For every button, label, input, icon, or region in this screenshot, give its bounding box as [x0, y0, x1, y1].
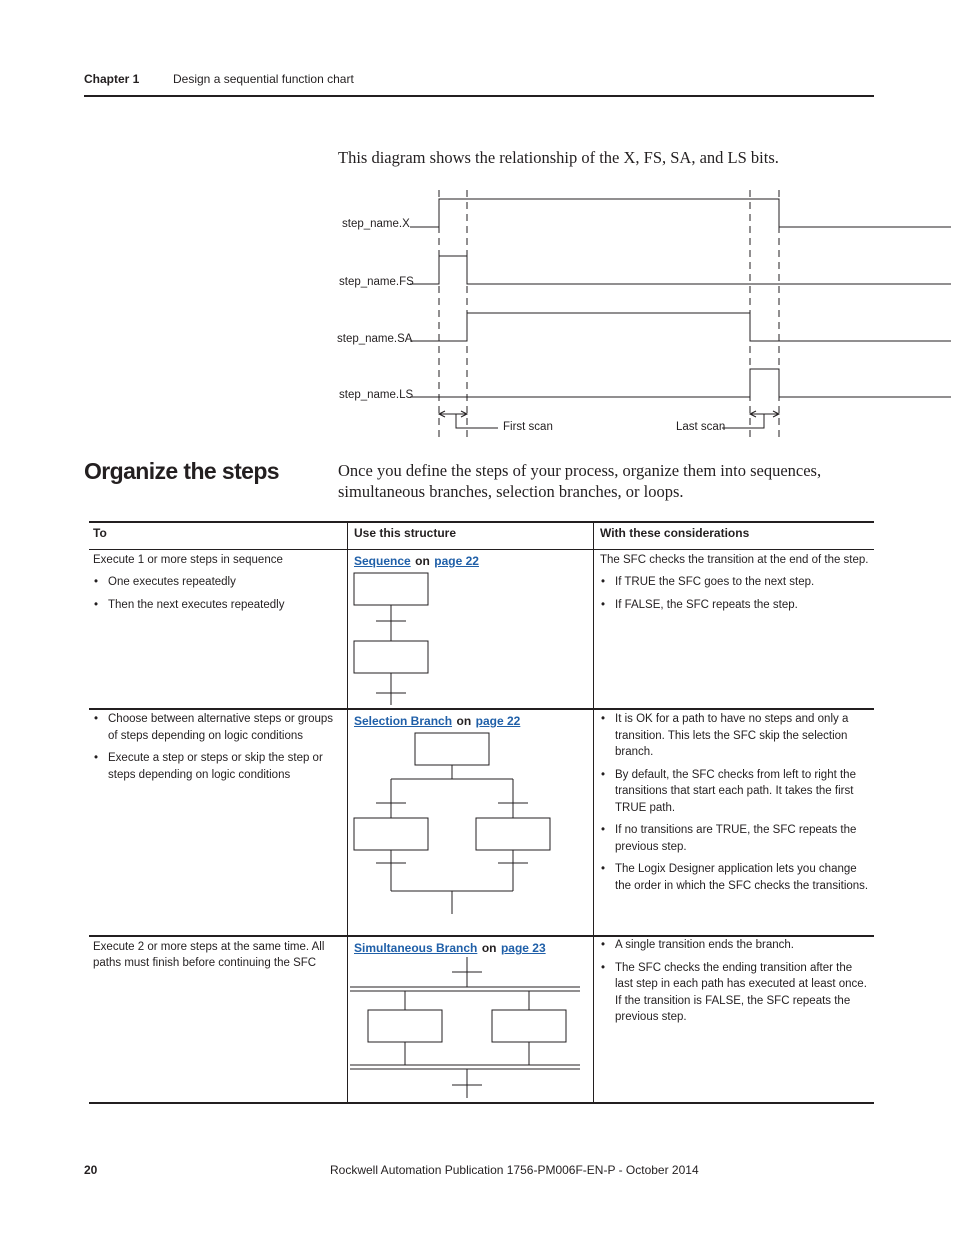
- signal-sa-wave: [410, 313, 951, 341]
- signal-label-x: step_name.X: [342, 218, 410, 230]
- row2-to-bullets: [93, 711, 341, 789]
- header-structure: Use this structure: [354, 526, 457, 540]
- row2-structure-ref: [354, 712, 520, 730]
- signal-label-fs: step_name.FS: [339, 276, 414, 288]
- signal-fs-wave: [410, 256, 951, 284]
- table-header-rule: [89, 549, 874, 550]
- row1-consider-text: The SFC checks the transition at the end of the step.: [600, 554, 869, 566]
- list-item: • It is OK for a path to have no steps and only a transition. This lets the SFC skip the selection branch.: [600, 711, 870, 761]
- publication-footer: Rockwell Automation Publication 1756-PM006F-EN-P - October 2014: [330, 1163, 699, 1177]
- simultaneous-branch-diagram: [348, 953, 592, 1101]
- list-item: • The Logix Designer application lets you change the order in which the SFC checks the transitions.: [600, 861, 870, 894]
- row1-to-text: Execute 1 or more steps in sequence: [93, 554, 283, 566]
- page-link[interactable]: page 22: [434, 554, 479, 568]
- row-divider: [89, 708, 874, 710]
- structure-table: [89, 521, 874, 1104]
- last-scan-label: Last scan: [676, 421, 726, 433]
- simultaneous-branch-link[interactable]: Simultaneous Branch: [354, 941, 478, 955]
- signal-label-ls: step_name.LS: [339, 389, 414, 401]
- list-item: • The SFC checks the ending transition after the last step in each path has executed at least once. If the transition is FALSE, the SFC repeats the previous step.: [600, 960, 870, 1026]
- selection-branch-link[interactable]: Selection Branch: [354, 714, 453, 728]
- signal-x-wave: [410, 199, 951, 227]
- diagram-intro: This diagram shows the relationship of the X, FS, SA, and LS bits.: [338, 148, 779, 167]
- first-scan-label: First scan: [503, 421, 553, 433]
- section-intro: Once you define the steps of your process, organize them into sequences, simultaneous branches, selection branches, or loops.: [338, 461, 822, 501]
- row1-structure-ref: [354, 552, 479, 570]
- list-item: • If TRUE the SFC goes to the next step.: [600, 574, 870, 591]
- header-to: To: [93, 526, 107, 540]
- table-bottom-rule: [89, 1102, 874, 1104]
- list-item: • If no transitions are TRUE, the SFC repeats the previous step.: [600, 822, 870, 855]
- list-item: • Then the next executes repeatedly: [93, 597, 338, 614]
- page-number: 20: [84, 1163, 98, 1177]
- signal-label-sa: step_name.SA: [337, 333, 413, 345]
- list-item: • If FALSE, the SFC repeats the step.: [600, 597, 870, 614]
- column-divider: [593, 521, 594, 1103]
- list-item: • By default, the SFC checks from left to right the transitions that start each path. It takes the first TRUE path.: [600, 767, 870, 817]
- sequence-link[interactable]: Sequence: [354, 554, 411, 568]
- row2-consider-bullets: [600, 711, 870, 900]
- list-item: • Choose between alternative steps or groups of steps depending on logic conditions: [93, 711, 341, 744]
- table-top-rule: [89, 521, 874, 523]
- list-item: • One executes repeatedly: [93, 574, 338, 591]
- row1-consider-bullets: [600, 574, 870, 619]
- row3-to-text: Execute 2 or more steps at the same time. All paths must finish before continuing the SFC: [93, 941, 325, 969]
- section-title: Organize the steps: [84, 458, 279, 484]
- chapter-title: Design a sequential function chart: [173, 72, 354, 86]
- row3-consider-bullets: [600, 937, 870, 1032]
- chapter-label: Chapter 1: [84, 72, 140, 86]
- timing-diagram: [330, 185, 954, 445]
- row1-to-bullets: [93, 574, 338, 619]
- sequence-diagram: [348, 569, 592, 707]
- header-rule: [84, 95, 874, 97]
- on-label: on: [456, 714, 472, 728]
- list-item: • Execute a step or steps or skip the step or steps depending on logic conditions: [93, 750, 341, 783]
- on-label: on: [481, 941, 497, 955]
- on-label: on: [415, 554, 430, 568]
- list-item: • A single transition ends the branch.: [600, 937, 870, 954]
- last-scan-leader: [722, 414, 764, 428]
- page-link[interactable]: page 23: [500, 941, 546, 955]
- signal-ls-wave: [410, 369, 951, 397]
- header-considerations: With these considerations: [600, 526, 750, 540]
- selection-branch-diagram: [348, 729, 592, 934]
- page-link[interactable]: page 22: [475, 714, 521, 728]
